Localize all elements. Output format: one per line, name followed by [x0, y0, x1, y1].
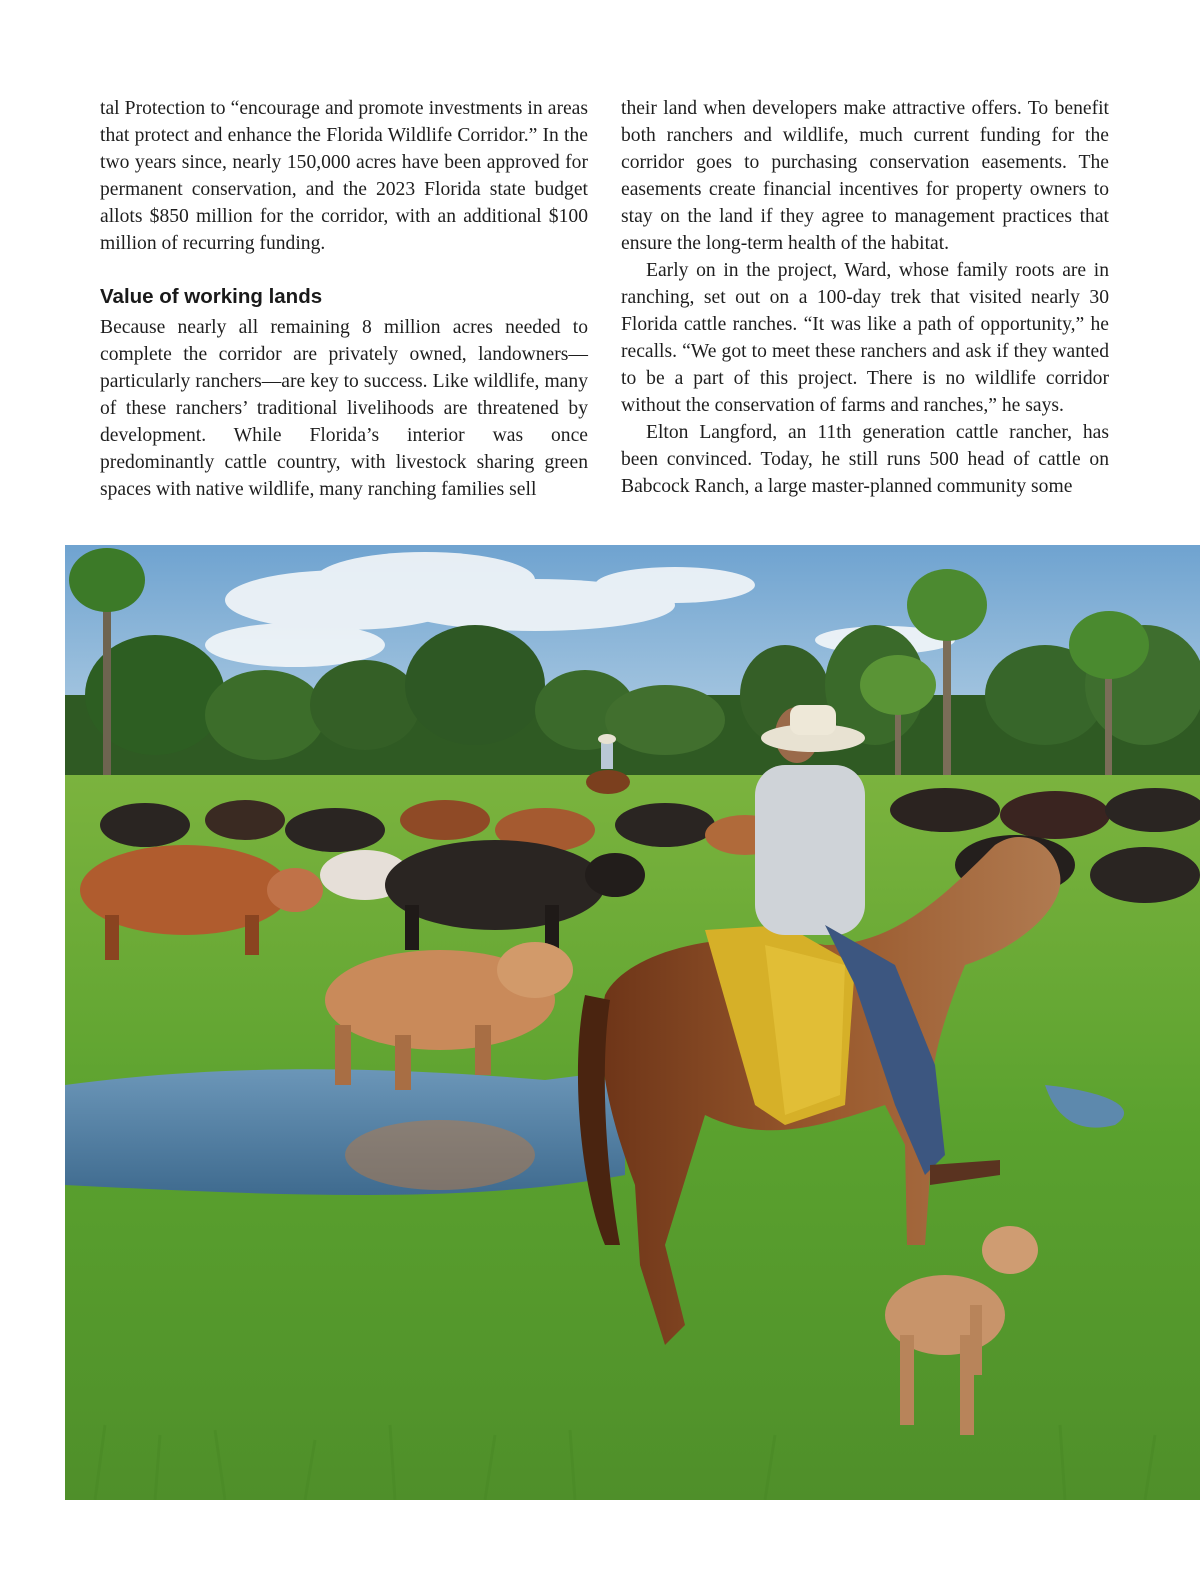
left-column: [100, 95, 588, 503]
body-paragraph: their land when developers make attractive offers. To benefit both ranchers and wildlife, much current funding for the corridor goes to purchasing conservation easements. The easements create financial incentives for property owners to stay on the land if they agree to management practices that ensure the long-term health of the habitat.: [621, 98, 1109, 254]
body-paragraph: Elton Langford, an 11th generation cattle rancher, has been convinced. Today, he still runs 500 head of cattle on Babcock Ranch, a large master-planned community some: [621, 422, 1109, 497]
water-pond: [65, 1069, 625, 1195]
right-column: [621, 95, 1109, 500]
body-paragraph: tal Protection to “encourage and promote investments in areas that protect and enhance the Florida Wildlife Corridor.” In the two years since, nearly 150,000 acres have been approved for permanent conservation, and the 2023 Florida state budget allots $850 million for the corridor, with an additional $100 million of recurring funding.: [100, 98, 588, 254]
ranch-photo-illustration: [65, 545, 1200, 1500]
section-heading: Value of working lands: [100, 285, 323, 308]
ranch-photo: [65, 545, 1200, 1500]
body-paragraph: Because nearly all remaining 8 million acres needed to complete the corridor are privately owned, landowners—particularly ranchers—are key to success. Like wildlife, many of these ranchers’ traditional livelihoods are threatened by development. While Florida’s interior was once predominantly cattle country, with livestock sharing green spaces with native wildlife, many ranching families sell: [100, 317, 588, 500]
body-paragraph: Early on in the project, Ward, whose family roots are in ranching, set out on a 100-day trek that visited nearly 30 Florida cattle ranches. “It was like a path of opportunity,” he recalls. “We got to meet these ranchers and ask if they wanted to be a part of this project. There is no wildlife corridor without the conservation of farms and ranches,” he says.: [621, 260, 1109, 416]
